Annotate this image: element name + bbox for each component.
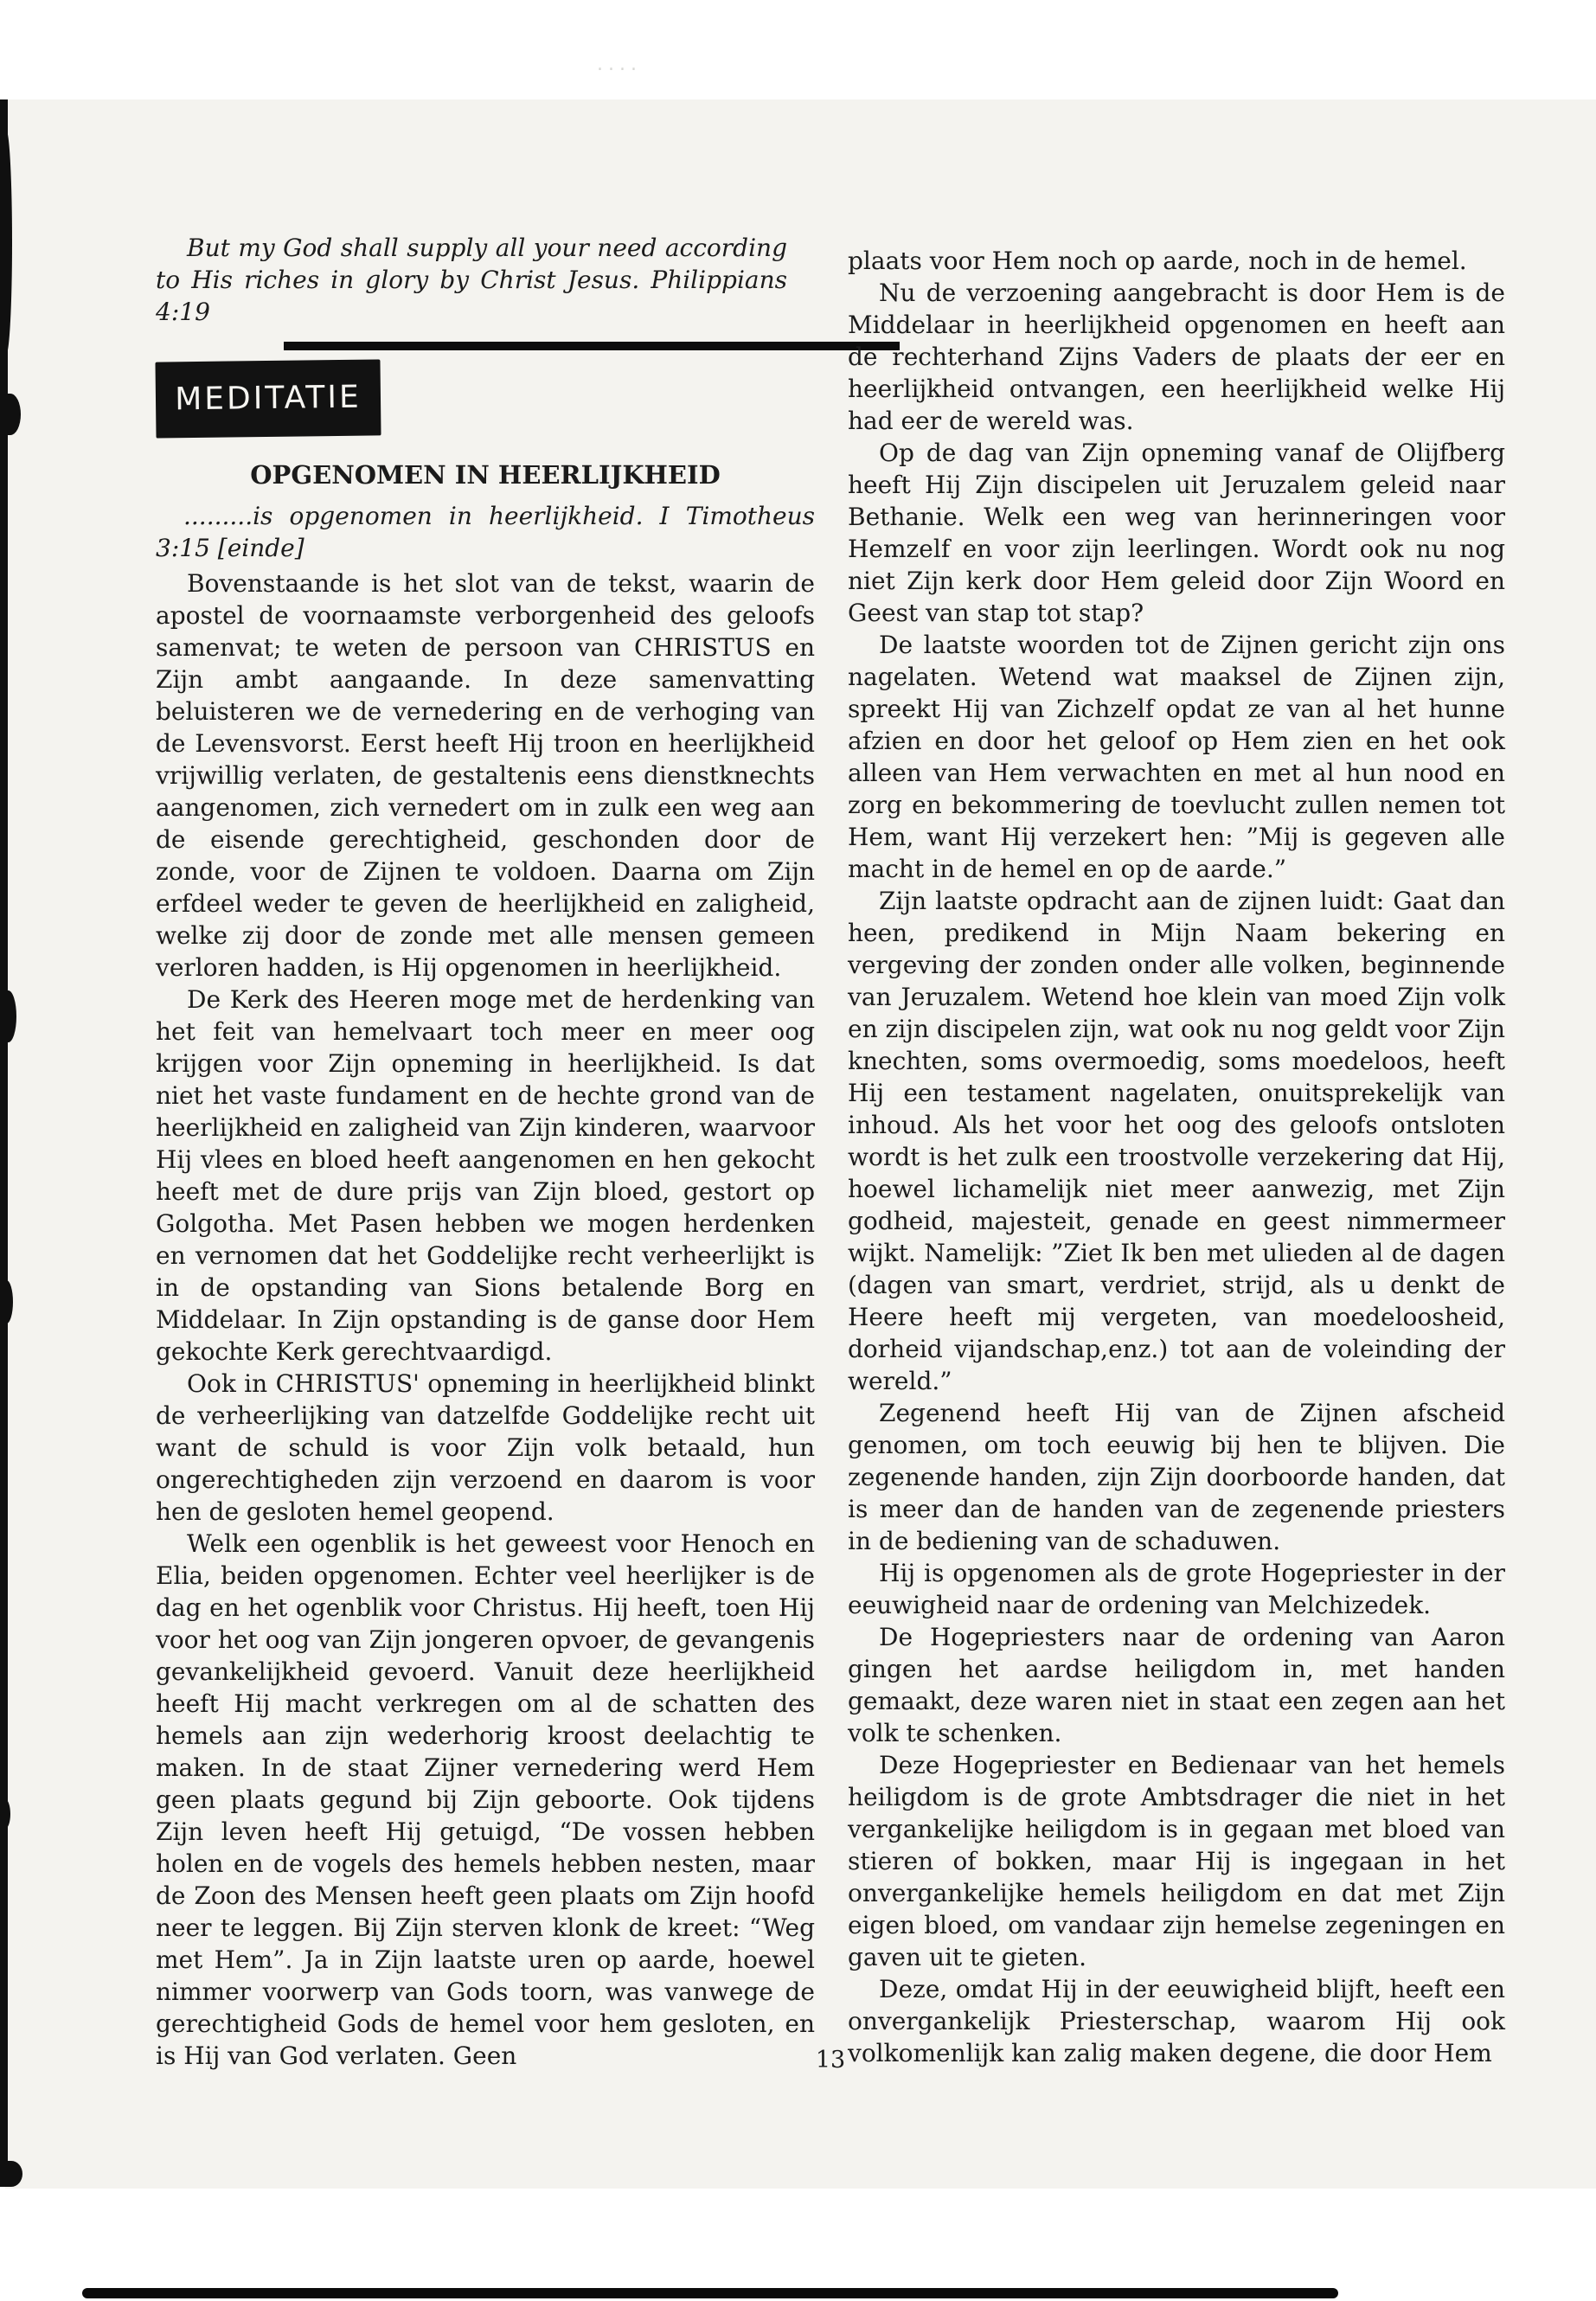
paragraph: Ook in CHRISTUS' opneming in heerlijkheid blinkt de verheerlijking van datzelfde Goddelijke recht uit want de schuld is voor Zijn volk betaald, hun ongerechtigheden zijn verzoend en daarom is voor hen de gesloten hemel geopend. [156,1369,815,1526]
section-rule [284,342,900,350]
paragraph: Zegenend heeft Hij van de Zijnen afscheid genomen, om toch eeuwig bij hen te blijven. Die zegenende handen, zijn Zijn doorboorde handen, dat is meer dan de handen van de zegenende priesters in de bediening van de schaduwen. [848,1399,1505,1555]
scan-smudge: .... [597,54,642,75]
scan-edge-blob [0,394,21,435]
page-number: 13 [815,2047,846,2073]
section-label-box [155,359,381,438]
paragraph: Deze Hogepriester en Bedienaar van het hemels heiligdom is de grote Ambtsdrager die niet in het vergankelijke heiligdom is in gegaan met bloed van stieren of bokken, maar Hij is ingegaan in het onvergankelijke hemels heiligdom en dat met Zijn eigen bloed, om vandaar zijn hemelse zegeningen en gaven uit te gieten. [848,1751,1505,1971]
right-column [848,245,1505,2069]
paragraph: Bovenstaande is het slot van de tekst, waarin de apostel de voornaamste verborgenheid des geloofs samenvat; te weten de persoon van CHRISTUS en Zijn ambt aangaande. In deze samenvatting beluisteren we de vernedering en de verhoging van de Levensvorst. Eerst heeft Hij troon en heerlijkheid vrijwillig verlaten, de gestaltenis eens dienstknechts aangenomen, zich vernedert om in zulk een weg aan de eisende gerechtigheid, geschonden door de zonde, voor de Zijnen te voldoen. Daarna om Zijn erfdeel weder te geven de heerlijkheid en zaligheid, welke zij door de zonde met alle mensen gemeen verloren hadden, is Hij opgenomen in heerlijkheid. [156,569,815,982]
scan-edge-blob [0,1799,10,1829]
scan-edge-blob [0,2161,22,2187]
left-column [156,232,815,2072]
scan-bottom-bar [82,2288,1338,2298]
paragraph: Deze, omdat Hij in der eeuwigheid blijft, heeft een onvergankelijk Priesterschap, waarom Hij ook volkomenlijk kan zalig maken degene, die door Hem [848,1975,1505,2067]
article-subtitle: .........is opgenomen in heerlijkheid. I Timotheus 3:15 [einde] [156,502,815,562]
paragraph: De laatste woorden tot de Zijnen gericht zijn ons nagelaten. Wetend wat maaksel de Zijnen zijn, spreekt Hij van Zichzelf opdat ze van al het hunne afzien en door het geloof op Hem zien en het ook alleen van Hem verwachten en met al hun nood en zorg en bekommering de toevlucht zullen nemen tot Hem, want Hij verzekert hen: ”Mij is gegeven alle macht in de hemel en op de aarde.” [848,631,1505,883]
paragraph: De Hogepriesters naar de ordening van Aaron gingen het aardse heiligdom in, met handen gemaakt, deze waren niet in staat een zegen aan het volk te schenken. [848,1623,1505,1747]
paragraph: De Kerk des Heeren moge met de herdenking van het feit van hemelvaart toch meer en meer oog krijgen voor Zijn opneming in heerlijkheid. Is dat niet het vaste fundament en de hechte grond van de heerlijkheid en zaligheid van Zijn kinderen, waarvoor Hij vlees en bloed heeft aangenomen en hen gekocht heeft met de dure prijs van Zijn bloed, gestort op Golgotha. Met Pasen hebben we mogen herdenken en vernomen dat het Goddelijke recht verheerlijkt is in de opstanding van Sions betalende Borg en Middelaar. In Zijn opstanding is de ganse door Hem gekochte Kerk gerechtvaardigd. [156,985,815,1366]
scripture-quote: But my God shall supply all your need according to His riches in glory by Christ Jesus. Philippians 4:19 [156,234,787,326]
left-column-text [156,567,815,2072]
scan-edge-blob [0,1280,13,1324]
paragraph: Nu de verzoening aangebracht is door Hem is de Middelaar in heerlijkheid opgenomen en heeft aan de rechterhand Zijns Vaders de plaats der eer en heerlijkheid ontvangen, een heerlijkheid welke Hij had eer de wereld was. [848,279,1505,435]
article-title: OPGENOMEN IN HEERLIJKHEID [250,460,721,490]
scan-edge-blob [0,990,16,1042]
paragraph: Zijn laatste opdracht aan de zijnen luidt: Gaat dan heen, predikend in Mijn Naam bekering en vergeving der zonden onder alle volken, beginnende van Jeruzalem. Wetend hoe klein van moed Zijn volk en zijn discipelen zijn, wat ook nu nog geldt voor Zijn knechten, soms overmoedig, soms moedeloos, heeft Hij een testament nagelaten, onuitsprekelijk van inhoud. Als het voor het oog des geloofs ontsloten wordt is het zulk een troostvolle verzekering dat Hij, hoewel lichamelijk niet meer aanwezig, met Zijn godheid, majesteit, genade en geest nimmermeer wijkt. Namelijk: ”Ziet Ik ben met ulieden al de dagen (dagen van smart, verdriet, strijd, als u denkt de Heere heeft mij vergeten, van moedeloosheid, dorheid vijandschap,enz.) tot aan de voleinding der wereld.” [848,887,1505,1395]
scan-edge-blob [0,130,12,355]
section-label: MEDITATIE [174,379,362,418]
paragraph: Op de dag van Zijn opneming vanaf de Olijfberg heeft Hij Zijn discipelen uit Jeruzalem geleid naar Bethanie. Welk een weg van herinneringen voor Hemzelf en voor zijn leerlingen. Wordt ook nu nog niet Zijn kerk door Hem geleid door Zijn Woord en Geest van stap tot stap? [848,439,1505,627]
paragraph: plaats voor Hem noch op aarde, noch in de hemel. [848,247,1467,275]
paragraph: Hij is opgenomen als de grote Hogepriester in der eeuwigheid naar de ordening van Melchizedek. [848,1559,1505,1619]
paragraph: Welk een ogenblik is het geweest voor Henoch en Elia, beiden opgenomen. Echter veel heerlijker is de dag en het ogenblik voor Christus. Hij heeft, toen Hij voor het oog van Zijn jongeren opvoer, de gevangenis gevankelijkheid gevoerd. Vanuit deze heerlijkheid heeft Hij macht verkregen om al de schatten des hemels aan zijn wederhorig kroost deelachtig te maken. In de staat Zijner vernedering werd Hem geen plaats gegund bij Zijn geboorte. Ook tijdens Zijn leven heeft Hij getuigd, “De vossen hebben holen en de vogels des hemels hebben nesten, maar de Zoon des Mensen heeft geen plaats om Zijn hoofd neer te leggen. Bij Zijn sterven klonk de kreet: “Weg met Hem”. Ja in Zijn laatste uren op aarde, hoewel nimmer voorwerp van Gods toorn, was vanwege de gerechtigheid Gods de hemel voor hem gesloten, en is Hij van God verlaten. Geen [156,1529,815,2070]
